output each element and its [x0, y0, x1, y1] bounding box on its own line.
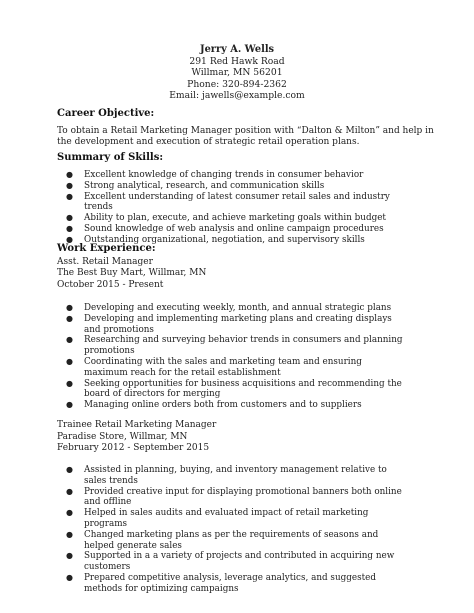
bullet-icon: ●	[66, 313, 73, 323]
bullet-icon: ●	[66, 335, 73, 345]
duty-item: ● Researching and surveying behavior trends in consumers and planning promotions	[66, 335, 403, 357]
duty-item: ● Helped in sales audits and evaluated impact of retail marketing programs	[66, 508, 369, 529]
bullet-icon: ●	[66, 180, 73, 190]
skills-list	[66, 170, 406, 246]
skill-item: ● Outstanding organizational, negotiation, and supervisory skills	[66, 234, 365, 245]
duty-item: ● Managing online orders both from customers and to suppliers	[66, 400, 362, 411]
skill-item: ● Excellent understanding of latest consumer retail sales and industry trends	[66, 191, 390, 213]
skills-heading: Summary of Skills:	[57, 152, 164, 163]
bullet-icon: ●	[66, 356, 73, 366]
candidate-name: Jerry A. Wells	[199, 44, 275, 55]
bullet-icon: ●	[66, 223, 73, 233]
experience-heading: Work Experience:	[57, 243, 156, 254]
duty-item: ● Provided creative input for displaying promotional banners both online and offline	[66, 486, 402, 508]
job-2-role: Trainee Retail Marketing Manager	[57, 420, 217, 430]
bullet-icon: ●	[66, 191, 73, 201]
objective-heading: Career Objective:	[57, 108, 155, 119]
job-2-duties	[66, 465, 406, 595]
phone-number: Phone: 320-894-2362	[187, 78, 287, 90]
skill-item: ● Excellent knowledge of changing trends in consumer behavior	[66, 170, 364, 180]
bullet-icon: ●	[66, 551, 73, 561]
contact-header	[0, 44, 474, 102]
duty-item: ● Developing and executing weekly, month, and annual strategic plans	[66, 303, 392, 313]
job-1-role: Asst. Retail Manager	[57, 257, 153, 267]
email-address: Email: jawells@example.com	[169, 90, 305, 101]
bullet-icon: ●	[66, 572, 73, 582]
bullet-icon: ●	[66, 213, 73, 223]
skill-item: ● Ability to plan, execute, and achieve marketing goals within budget	[66, 213, 386, 224]
bullet-icon: ●	[66, 234, 73, 244]
city-address: Willmar, MN 56201	[191, 67, 283, 78]
job-1-company: The Best Buy Mart, Willmar, MN	[57, 268, 207, 278]
duty-item: ● Changed marketing plans as per the requirements of seasons and helped generate sales	[66, 529, 379, 551]
duty-item: ● Supported in a a variety of projects and contributed in acquiring new customers	[66, 551, 395, 573]
job-1-dates: October 2015 - Present	[57, 280, 164, 290]
duty-item: ● Seeking opportunities for business acquisitions and recommending the board of directors for merging	[66, 378, 402, 400]
bullet-icon: ●	[66, 303, 73, 312]
duty-item: ● Coordinating with the sales and marketing team and ensuring maximum reach for the retail establishment	[66, 356, 362, 378]
bullet-icon: ●	[66, 486, 73, 496]
skill-item: ● Sound knowledge of web analysis and online campaign procedures	[66, 223, 384, 234]
objective-text: To obtain a Retail Marketing Manager position with “Dalton & Milton” and help in the development and execution of strategic retail operation plans.	[57, 126, 434, 148]
job-2-company: Paradise Store, Willmar, MN	[57, 432, 188, 442]
bullet-icon: ●	[66, 465, 73, 474]
job-1-duties	[66, 303, 406, 411]
bullet-icon: ●	[66, 400, 73, 410]
duty-item: ● Developing and implementing marketing plans and creating displays and promotions	[66, 313, 392, 335]
bullet-icon: ●	[66, 170, 73, 179]
bullet-icon: ●	[66, 529, 73, 539]
duty-item: ● Prepared competitive analysis, leverage analytics, and suggested methods for optimizing campaigns	[66, 572, 376, 594]
skill-item: ● Strong analytical, research, and communication skills	[66, 180, 325, 191]
bullet-icon: ●	[66, 378, 73, 388]
job-2-dates: February 2012 - September 2015	[57, 443, 210, 453]
bullet-icon: ●	[66, 508, 73, 518]
street-address: 291 Red Hawk Road	[189, 55, 285, 67]
duty-item: ● Assisted in planning, buying, and inventory management relative to sales trends	[66, 465, 387, 486]
